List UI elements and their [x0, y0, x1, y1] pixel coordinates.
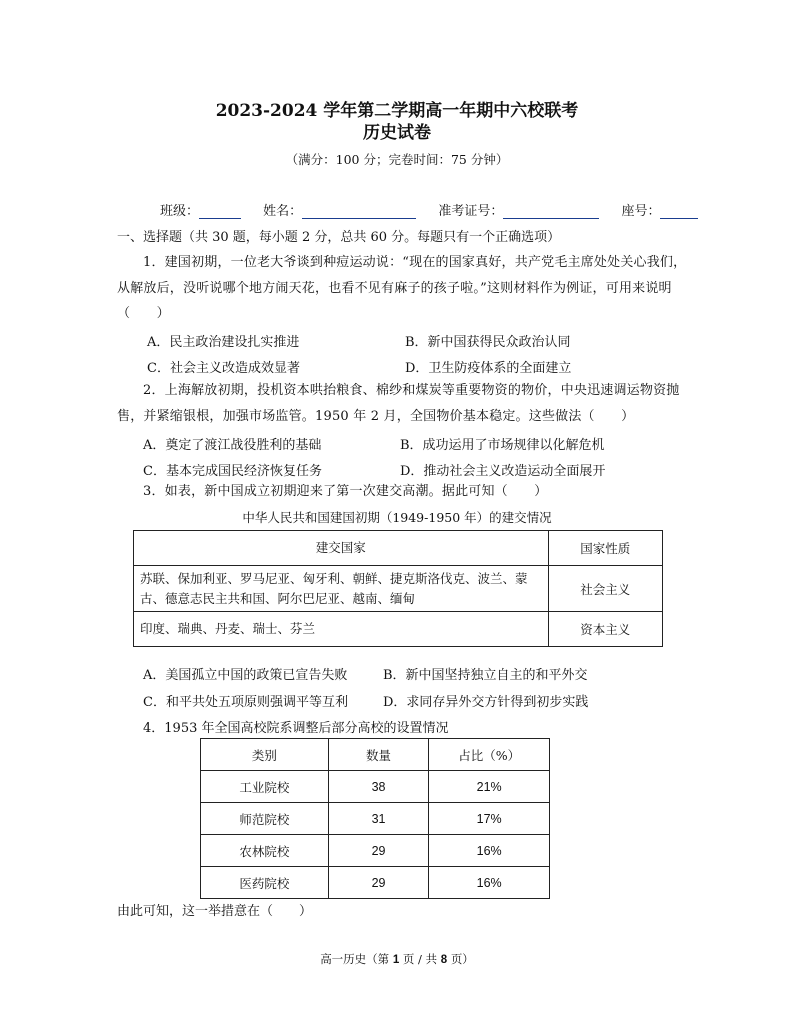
- question-3-option-a[interactable]: A．美国孤立中国的政策已宣告失败: [143, 668, 348, 683]
- table-cell: 社会主义: [548, 566, 662, 612]
- table-header-cell: 类别: [201, 739, 329, 771]
- name-field[interactable]: [302, 204, 416, 219]
- section-heading: 一、选择题（共 30 题，每小题 2 分，总共 60 分。每题只有一个正确选项）: [117, 230, 561, 245]
- question-1-stem: 1．建国初期，一位老大爷谈到种痘运动说：“现在的国家真好，共产党毛主席处处关心我们，从解放后，没听说哪个地方闹天花，也看不见有麻子的孩子啦。”这则材料作为例证，可用来说明（ ）: [117, 255, 687, 321]
- table-row: [134, 566, 663, 612]
- table-cell: 21%: [429, 771, 550, 803]
- exam-title: 2023-2024 学年第二学期高一年期中六校联考: [215, 101, 579, 121]
- footer-page-number: 1: [392, 954, 400, 966]
- exam-subtitle: （满分：100 分；完卷时间：75 分钟）: [285, 152, 509, 167]
- table-header-cell: 数量: [328, 739, 429, 771]
- exam-no-label: 准考证号：: [438, 204, 504, 219]
- question-1-option-c[interactable]: C．社会主义改造成效显著: [147, 361, 300, 376]
- question-2-stem: 2．上海解放初期，投机资本哄抬粮食、棉纱和煤炭等重要物资的物价，中央迅速调运物资抛售，并紧缩银根，加强市场监管。1950 年 2 月，全国物价基本稳定。这些做法（ ）: [117, 383, 680, 424]
- question-2-option-a[interactable]: A．奠定了渡江战役胜利的基础: [143, 438, 322, 453]
- table-cell: 农林院校: [201, 835, 329, 867]
- table-header-cell: 国家性质: [548, 531, 662, 566]
- student-info-line: [160, 200, 698, 219]
- table-cell: 印度、瑞典、丹麦、瑞士、芬兰: [134, 612, 549, 647]
- page-footer: [0, 951, 794, 967]
- question-1-option-b[interactable]: B．新中国获得民众政治认同: [405, 335, 571, 350]
- question-3-option-c[interactable]: C．和平共处五项原则强调平等互利: [143, 695, 348, 710]
- footer-total-pages: 8: [440, 954, 448, 966]
- question-1-option-a[interactable]: A．民主政治建设扎实推进: [147, 335, 300, 350]
- table-cell: 29: [328, 835, 429, 867]
- table-cell: 工业院校: [201, 771, 329, 803]
- table-row: [134, 612, 663, 647]
- class-field[interactable]: [199, 204, 241, 219]
- question-4-stem: 4．1953 年全国高校院系调整后部分高校的设置情况: [143, 721, 449, 736]
- table-row: [201, 771, 550, 803]
- question-1-option-d[interactable]: D．卫生防疫体系的全面建立: [405, 361, 572, 376]
- table-row: [201, 803, 550, 835]
- table-cell: 38: [328, 771, 429, 803]
- table-cell: 苏联、保加利亚、罗马尼亚、匈牙利、朝鲜、捷克斯洛伐克、波兰、蒙古、德意志民主共和国、阿尔巴尼亚、越南、缅甸: [134, 566, 549, 612]
- footer-prefix: 高一历史（第: [320, 952, 390, 966]
- subject-title: 历史试卷: [363, 123, 431, 143]
- table-row: [201, 835, 550, 867]
- question-3-table-caption: 中华人民共和国建国初期（1949-1950 年）的建交情况: [242, 510, 552, 525]
- name-label: 姓名：: [263, 204, 303, 219]
- question-2-option-b[interactable]: B．成功运用了市场规律以化解危机: [400, 438, 605, 453]
- table-header-cell: 建交国家: [134, 531, 549, 566]
- footer-middle: 页 / 共: [402, 952, 438, 966]
- question-4-tail: 由此可知，这一举措意在（ ）: [117, 904, 313, 919]
- question-3-stem: 3．如表，新中国成立初期迎来了第一次建交高潮。据此可知（ ）: [143, 484, 548, 499]
- table-header-cell: 占比（%）: [429, 739, 550, 771]
- table-cell: 17%: [429, 803, 550, 835]
- seat-field[interactable]: [660, 204, 698, 219]
- table-cell: 29: [328, 867, 429, 899]
- table-cell: 31: [328, 803, 429, 835]
- table-row: [201, 867, 550, 899]
- question-3-option-b[interactable]: B．新中国坚持独立自主的和平外交: [383, 668, 588, 683]
- question-3-option-d[interactable]: D．求同存异外交方针得到初步实践: [383, 695, 589, 710]
- table-cell: 16%: [429, 867, 550, 899]
- exam-no-field[interactable]: [503, 204, 599, 219]
- question-4-table: [200, 738, 550, 899]
- question-3-table: [133, 530, 663, 647]
- seat-label: 座号：: [621, 204, 661, 219]
- table-cell: 医药院校: [201, 867, 329, 899]
- table-cell: 资本主义: [548, 612, 662, 647]
- table-cell: 16%: [429, 835, 550, 867]
- table-header-row: [134, 531, 663, 566]
- footer-suffix: 页）: [450, 952, 474, 966]
- question-2-option-c[interactable]: C．基本完成国民经济恢复任务: [143, 464, 322, 479]
- table-cell: 师范院校: [201, 803, 329, 835]
- class-label: 班级：: [160, 204, 200, 219]
- table-header-row: [201, 739, 550, 771]
- question-2-option-d[interactable]: D．推动社会主义改造运动全面展开: [400, 464, 606, 479]
